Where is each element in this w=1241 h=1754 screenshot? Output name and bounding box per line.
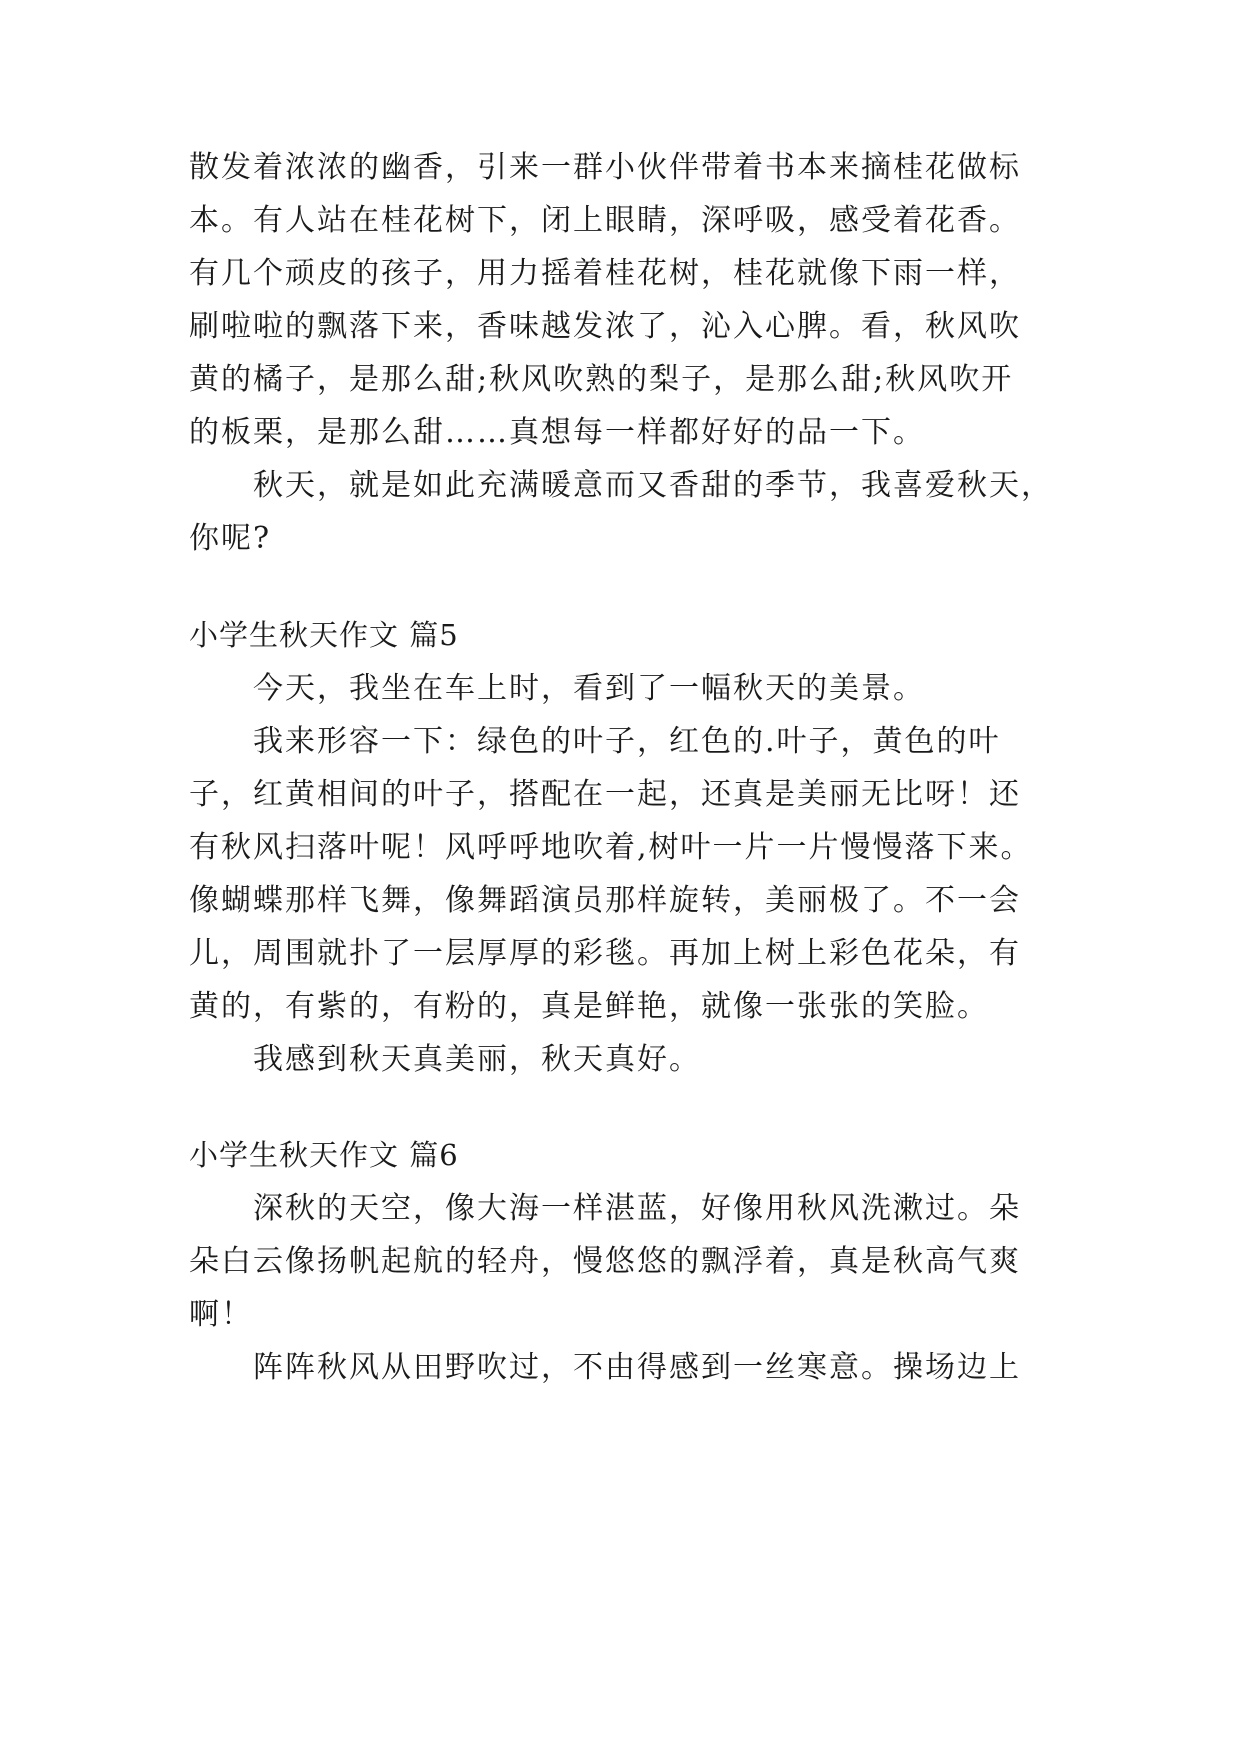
text-line: 今天，我坐在车上时，看到了一幅秋天的美景。 xyxy=(253,671,925,706)
text-line: 深秋的天空，像大海一样湛蓝，好像用秋风洗漱过。朵 xyxy=(253,1191,1021,1226)
text-line: 阵阵秋风从田野吹过，不由得感到一丝寒意。操场边上 xyxy=(253,1350,1021,1385)
text-line: 有秋风扫落叶呢！风呼呼地吹着,树叶一片一片慢慢落下来。 xyxy=(189,830,1033,865)
text-line: 的板栗，是那么甜……真想每一样都好好的品一下。 xyxy=(189,415,925,450)
text-line: 像蝴蝶那样飞舞，像舞蹈演员那样旋转，美丽极了。不一会 xyxy=(189,883,1021,918)
text-line: 你呢? xyxy=(189,521,272,556)
text-line: 秋天，就是如此充满暖意而又香甜的季节，我喜爱秋天， xyxy=(253,468,1053,503)
text-line: 刷啦啦的飘落下来，香味越发浓了，沁入心脾。看，秋风吹 xyxy=(189,309,1021,344)
text-line: 我来形容一下：绿色的叶子，红色的.叶子，黄色的叶 xyxy=(253,724,1001,759)
text-line: 散发着浓浓的幽香，引来一群小伙伴带着书本来摘桂花做标 xyxy=(189,150,1021,185)
text-line: 啊！ xyxy=(189,1297,253,1332)
text-line: 有几个顽皮的孩子，用力摇着桂花树，桂花就像下雨一样， xyxy=(189,256,1021,291)
text-line: 黄的橘子，是那么甜;秋风吹熟的梨子，是那么甜;秋风吹开 xyxy=(189,362,1014,397)
text-line: 子，红黄相间的叶子，搭配在一起，还真是美丽无比呀！还 xyxy=(189,777,1021,812)
text-line: 儿，周围就扑了一层厚厚的彩毯。再加上树上彩色花朵，有 xyxy=(189,936,1021,971)
section-heading: 小学生秋天作文 篇5 xyxy=(189,618,459,652)
text-line: 朵白云像扬帆起航的轻舟，慢悠悠的飘浮着，真是秋高气爽 xyxy=(189,1244,1021,1279)
section-heading: 小学生秋天作文 篇6 xyxy=(189,1138,459,1172)
text-line: 我感到秋天真美丽，秋天真好。 xyxy=(253,1042,701,1077)
text-line: 本。有人站在桂花树下，闭上眼睛，深呼吸，感受着花香。 xyxy=(189,203,1021,238)
text-line: 黄的，有紫的，有粉的，真是鲜艳，就像一张张的笑脸。 xyxy=(189,989,989,1024)
